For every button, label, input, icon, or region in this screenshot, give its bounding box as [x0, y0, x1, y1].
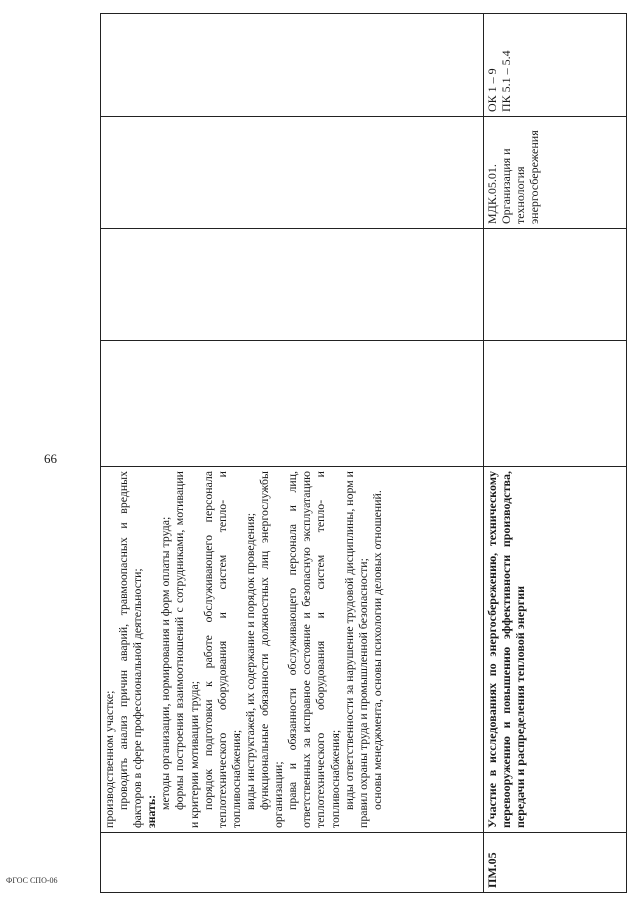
- know-item: основы менеджмента, основы психологии деловых отношений.: [369, 490, 384, 810]
- cell-empty: [101, 14, 484, 117]
- table-row-knowledge: [101, 14, 484, 893]
- curriculum-table: [100, 13, 627, 893]
- skill-analysis: проводить анализ причин аварий, травмоопасных и вредных факторов в сфере профессиональной деятельности;: [116, 471, 145, 828]
- mdk-cell: МДК.05.01. Организация и технология энергосбережения: [484, 117, 627, 229]
- page-number: 66: [44, 451, 57, 466]
- table-row-pm05: [484, 14, 627, 893]
- competencies-cell: [484, 14, 627, 117]
- footer-label: ФГОС СПО-06: [6, 876, 58, 885]
- competencies-ok: ОК 1 – 9: [485, 68, 499, 112]
- competencies-pk: ПК 5.1 – 5.4: [499, 50, 513, 112]
- pm-code: ПМ.05: [484, 833, 627, 893]
- know-item: виды ответственности за нарушение трудовой дисциплины, норм и правил охраны труда и промышленной безопасности;: [341, 471, 370, 828]
- know-item: виды инструктажей, их содержание и порядок проведения;: [242, 512, 257, 810]
- cell-empty: [101, 229, 484, 341]
- know-item: порядок подготовки к работе обслуживающего персонала теплотехнического оборудования и систем тепло- и топливоснабжения;: [200, 471, 243, 828]
- cell-knowledge-text: [101, 467, 484, 833]
- know-item: права и обязанности обслуживающего персонала и лиц, ответственных за исправное состояние и безопасную эксплуатацию теплотехнического оборудования и систем тепло- и топливоснабжения;: [285, 471, 342, 828]
- cell-empty: [484, 341, 627, 467]
- cell-empty-code: [101, 833, 484, 893]
- know-item: функциональные обязанности должностных лиц энергослужбы организации;: [257, 471, 286, 828]
- know-item: методы организации, нормирования и форм оплаты труда;: [158, 516, 173, 810]
- cell-empty: [101, 341, 484, 467]
- pm-title: Участие в исследованиях по энергосбережению, техническому перевооружению и повышению эффективности производства, передачи и распределения тепловой энергии: [484, 467, 627, 833]
- know-label: знать:: [144, 794, 159, 828]
- know-item: формы построения взаимоотношений с сотрудниками, мотивации и критерии мотивации труда;: [172, 471, 201, 828]
- cell-empty: [101, 117, 484, 229]
- cell-empty: [484, 229, 627, 341]
- intro-line: производственном участке;: [102, 690, 116, 828]
- rotated-table-area: [100, 38, 624, 893]
